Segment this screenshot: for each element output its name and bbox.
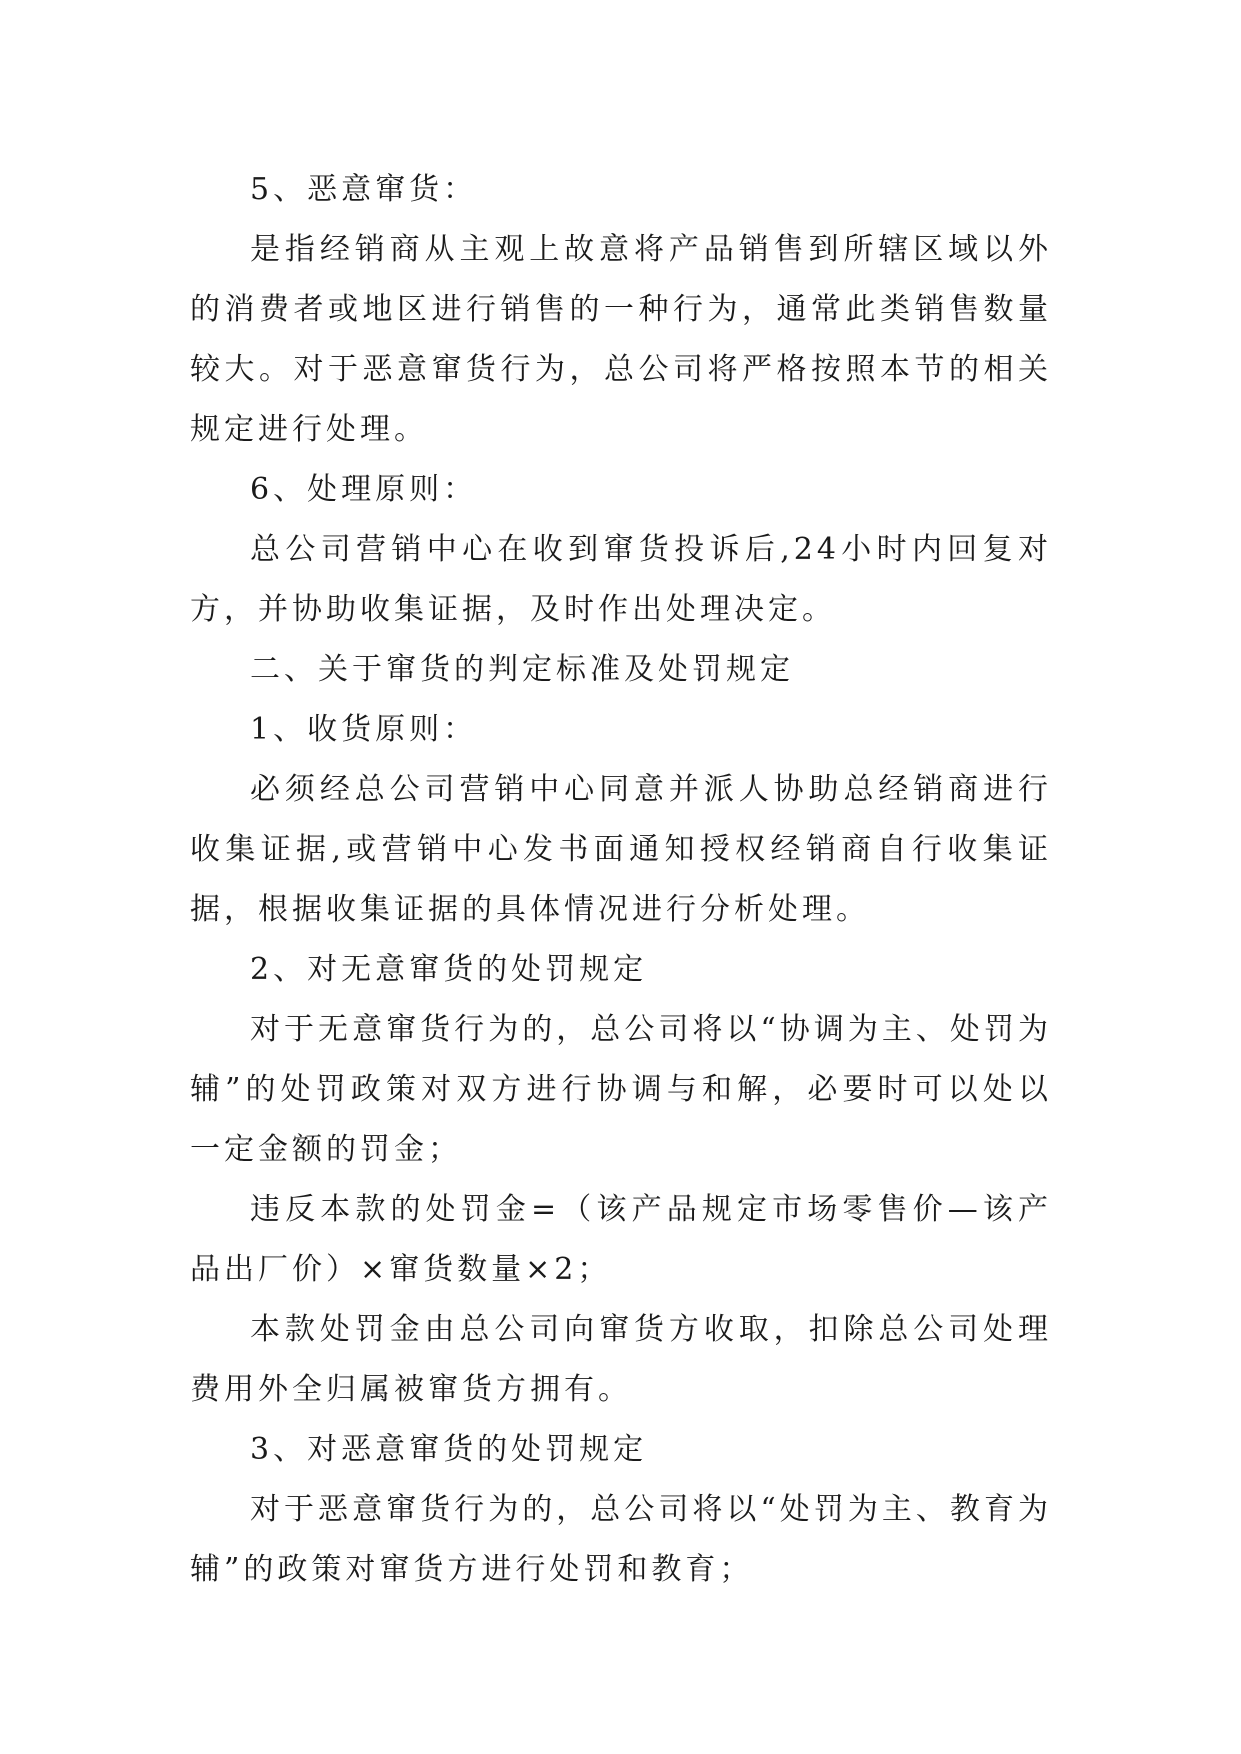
paragraph-malicious-policy: 对于恶意窜货行为的，总公司将以“处罚为主、教育为辅”的政策对窜货方进行处罚和教育；: [190, 1492, 1052, 1587]
heading-handling-principle: 6、处理原则：: [250, 472, 478, 507]
paragraph-receiving-principle: 必须经总公司营销中心同意并派人协助总经销商进行收集证据,或营销中心发书面通知授权经销商自行收集证据，根据收集证据的具体情况进行分析处理。: [190, 772, 1052, 927]
paragraph-unintentional-policy: 对于无意窜货行为的，总公司将以“协调为主、处罚为辅”的处罚政策对双方进行协调与和解，必要时可以处以一定金额的罚金；: [190, 1012, 1052, 1167]
heading-malicious-crossregion: 5、恶意窜货：: [250, 172, 478, 207]
heading-malicious-penalty: 3、对恶意窜货的处罚规定: [250, 1432, 648, 1467]
document-body: [190, 160, 1052, 1600]
heading-receiving-principle: 1、收货原则：: [250, 712, 478, 747]
paragraph-penalty-collection: 本款处罚金由总公司向窜货方收取，扣除总公司处理费用外全归属被窜货方拥有。: [190, 1312, 1052, 1407]
paragraph-handling-principle: 总公司营销中心在收到窜货投诉后,24小时内回复对方，并协助收集证据，及时作出处理决定。: [190, 532, 1052, 627]
paragraph-penalty-formula: 违反本款的处罚金=（该产品规定市场零售价—该产品出厂价）×窜货数量×2；: [190, 1192, 1052, 1287]
heading-unintentional-penalty: 2、对无意窜货的处罚规定: [250, 952, 648, 987]
section-heading-standards: 二、关于窜货的判定标准及处罚规定: [250, 652, 794, 687]
paragraph-malicious-definition: 是指经销商从主观上故意将产品销售到所辖区域以外的消费者或地区进行销售的一种行为，通常此类销售数量较大。对于恶意窜货行为，总公司将严格按照本节的相关规定进行处理。: [190, 232, 1052, 447]
